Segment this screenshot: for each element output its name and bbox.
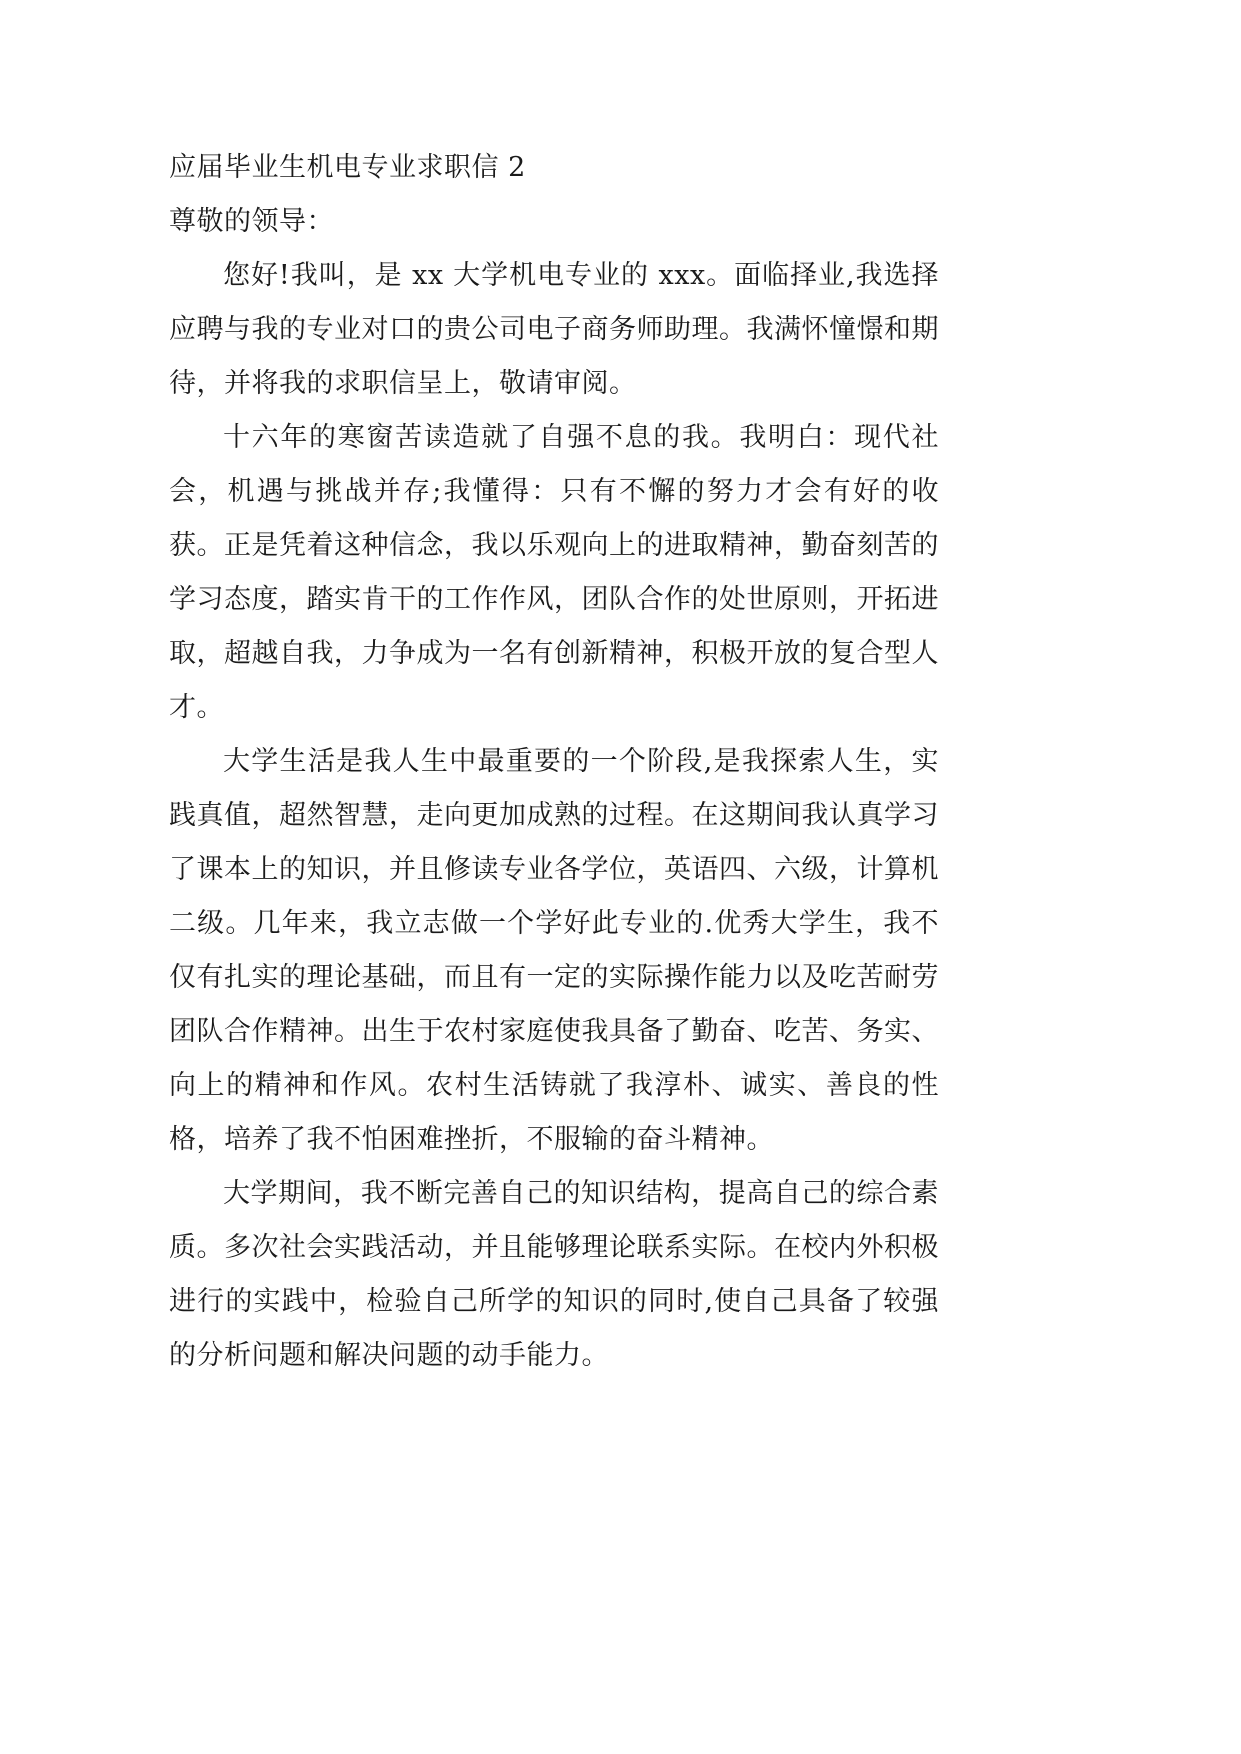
- body-paragraph: 大学生活是我人生中最重要的一个阶段,是我探索人生，实践真值，超然智慧，走向更加成熟的过程。在这期间我认真学习了课本上的知识，并且修读专业各学位，英语四、六级，计算机二级。几年来，我立志做一个学好此专业的.优秀大学生，我不仅有扎实的理论基础，而且有一定的实际操作能力以及吃苦耐劳团队合作精神。出生于农村家庭使我具备了勤奋、吃苦、务实、向上的精神和作风。农村生活铸就了我淳朴、诚实、善良的性格，培养了我不怕困难挫折，不服输的奋斗精神。: [169, 746, 939, 1155]
- body-paragraph: 大学期间，我不断完善自己的知识结构，提高自己的综合素质。多次社会实践活动，并且能够理论联系实际。在校内外积极进行的实践中，检验自己所学的知识的同时,使自己具备了较强的分析问题和解决问题的动手能力。: [169, 1178, 939, 1371]
- body-paragraph: 十六年的寒窗苦读造就了自强不息的我。我明白：现代社会，机遇与挑战并存;我懂得：只有不懈的努力才会有好的收获。正是凭着这种信念，我以乐观向上的进取精神，勤奋刻苦的学习态度，踏实肯干的工作作风，团队合作的处世原则，开拓进取，超越自我，力争成为一名有创新精神，积极开放的复合型人才。: [169, 422, 939, 723]
- body-paragraph: 您好!我叫，是 xx 大学机电专业的 xxx。面临择业,我选择应聘与我的专业对口的贵公司电子商务师助理。我满怀憧憬和期待，并将我的求职信呈上，敬请审阅。: [169, 260, 939, 399]
- salutation: 尊敬的领导：: [169, 206, 334, 237]
- document-body: [169, 141, 939, 1383]
- document-title: 应届毕业生机电专业求职信 2: [169, 152, 526, 183]
